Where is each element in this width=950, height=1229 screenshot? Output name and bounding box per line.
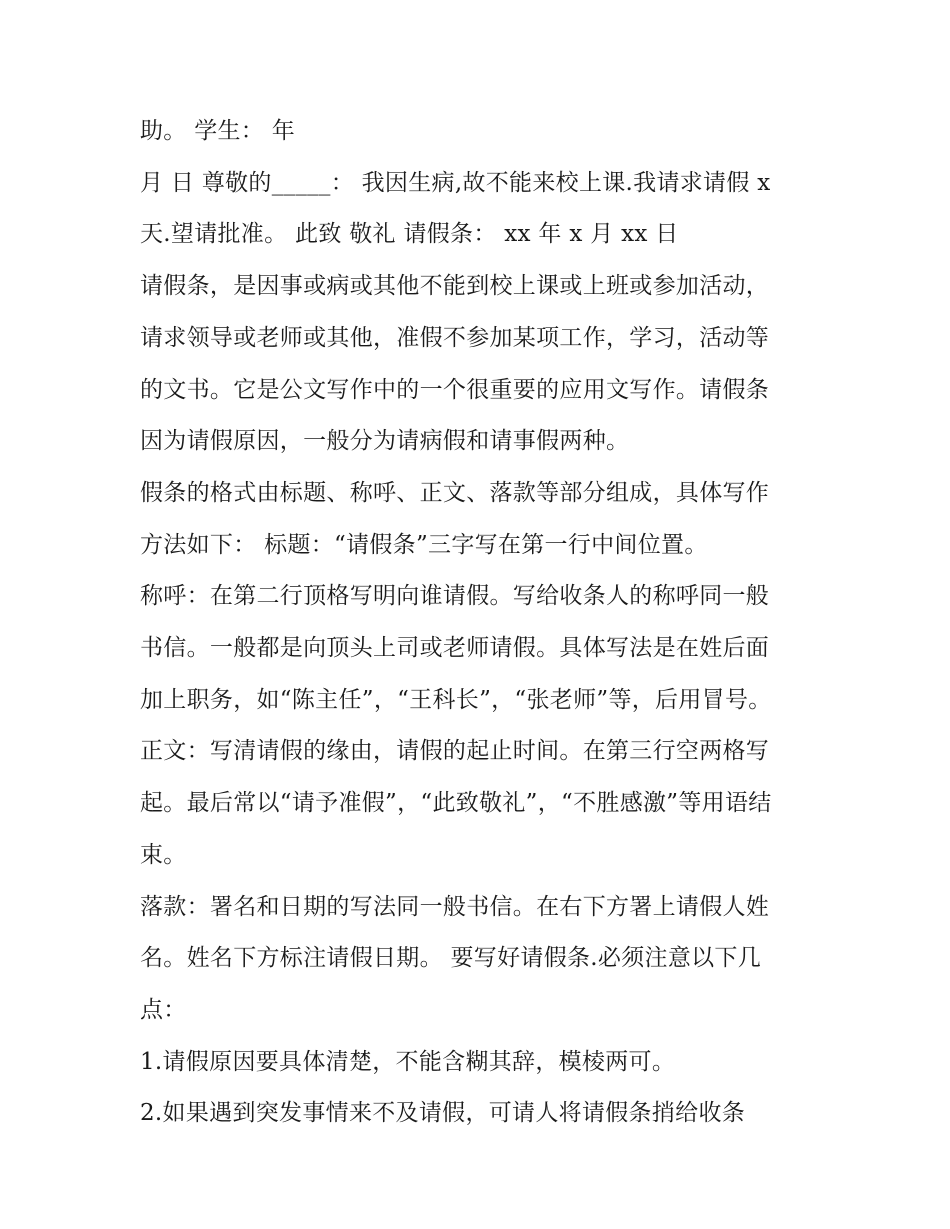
document-body bbox=[140, 106, 820, 1140]
text-line: 假条的格式由标题、称呼、正文、落款等部分组成，具体写作 bbox=[140, 479, 770, 506]
text-line: 点： bbox=[140, 996, 187, 1023]
text-line: 月 日 尊敬的_____： 我因生病,故不能来校上课.我请求请假 x bbox=[140, 169, 771, 196]
text-line: 名。姓名下方标注请假日期。 要写好请假条.必须注意以下几 bbox=[140, 945, 762, 972]
text-line: 助。 学生： 年 bbox=[140, 118, 296, 144]
text-line: 起。最后常以“请予准假”，“此致敬礼”，“不胜感激”等用语结 bbox=[140, 790, 772, 817]
text-line: 请假条，是因事或病或其他不能到校上课或上班或参加活动， bbox=[140, 273, 770, 300]
text-line: 方法如下： 标题：“请假条”三字写在第一行中间位置。 bbox=[140, 531, 708, 558]
text-line: 的文书。它是公文写作中的一个很重要的应用文写作。请假条 bbox=[140, 376, 770, 403]
text-line: 束。 bbox=[140, 841, 187, 868]
text-line: 天.望请批准。 此致 敬礼 请假条： xx 年 x 月 xx 日 bbox=[140, 221, 679, 248]
text-line: 书信。一般都是向顶头上司或老师请假。具体写法是在姓后面 bbox=[140, 635, 770, 662]
text-line: 请求领导或老师或其他，准假不参加某项工作，学习，活动等 bbox=[140, 324, 770, 351]
text-line: 2.如果遇到突发事情来不及请假，可请人将请假条捎给收条 bbox=[140, 1100, 746, 1127]
text-line: 1.请假原因要具体清楚，不能含糊其辞，模棱两可。 bbox=[140, 1048, 676, 1075]
text-line: 因为请假原因，一般分为请病假和请事假两种。 bbox=[140, 428, 630, 455]
text-line: 正文：写清请假的缘由，请假的起止时间。在第三行空两格写 bbox=[140, 738, 770, 765]
text-line: 加上职务，如“陈主任”，“王科长”，“张老师”等，后用冒号。 bbox=[140, 686, 772, 713]
text-line: 称呼：在第二行顶格写明向谁请假。写给收条人的称呼同一般 bbox=[140, 583, 770, 610]
text-line: 落款：署名和日期的写法同一般书信。在右下方署上请假人姓 bbox=[140, 893, 770, 920]
